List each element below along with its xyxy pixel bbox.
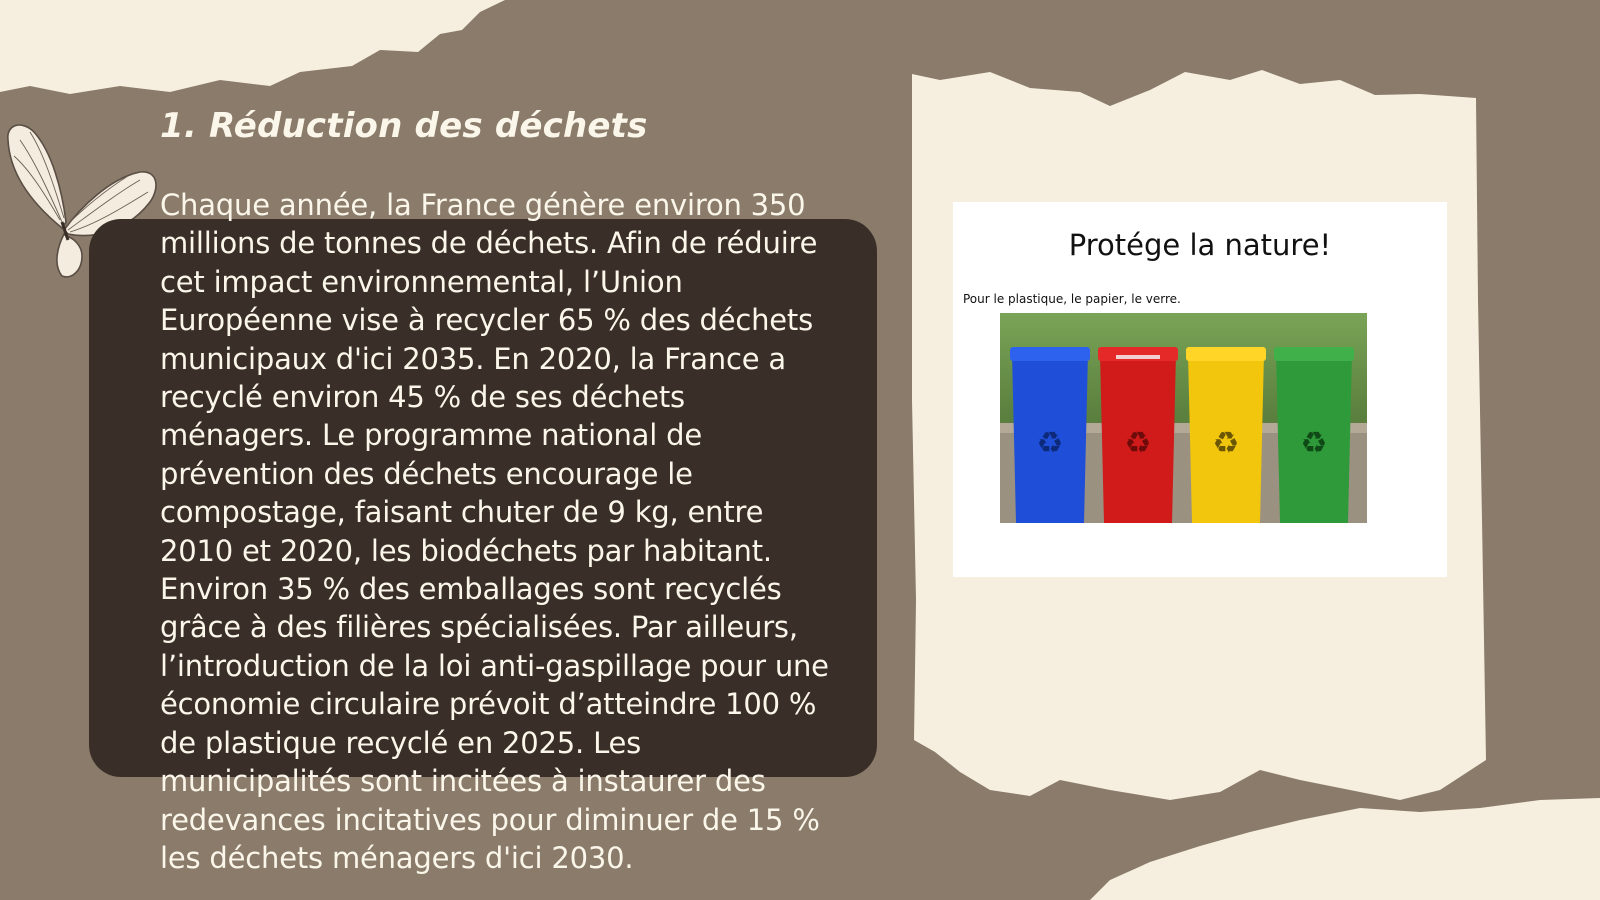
green-bin bbox=[1274, 347, 1354, 523]
body-paragraph: Chaque année, la France génère environ 350 millions de tonnes de déchets. Afin de réduire cet impact environnemental, l’Union Européenne vise à recycler 65 % des déchets municipaux d'ici 2035. En 2020, la France a recyclé environ 45 % de ses déchets ménagers. Le programme national de prévention des déchets encourage le compostage, faisant chuter de 9 kg, entre 2010 et 2020, les biodéchets par habitant. Environ 35 % des emballages sont recyclés grâce à des filières spécialisées. Par ailleurs, l’introduction de la loi anti-gaspillage pour une économie circulaire prévoit d’atteindre 100 % de plastique recyclé en 2025. Les municipalités sont incitées à instaurer des redevances incitatives pour diminuer de 15 % les déchets ménagers d'ici 2030. bbox=[160, 188, 829, 875]
svg-text:♻: ♻ bbox=[1124, 426, 1152, 461]
blue-bin bbox=[1010, 347, 1090, 523]
slide-title: 1. Réduction des déchets bbox=[160, 106, 648, 146]
recycling-poster bbox=[953, 202, 1447, 577]
recycling-bins-photo bbox=[1000, 313, 1367, 523]
svg-text:♻: ♻ bbox=[1212, 426, 1240, 461]
red-bin bbox=[1098, 347, 1178, 523]
poster-title: Protége la nature! bbox=[1068, 228, 1332, 262]
yellow-bin bbox=[1186, 347, 1266, 523]
poster-caption: Pour le plastique, le papier, le verre. bbox=[963, 292, 1181, 306]
svg-text:♻: ♻ bbox=[1300, 426, 1328, 461]
svg-text:♻: ♻ bbox=[1036, 426, 1064, 461]
